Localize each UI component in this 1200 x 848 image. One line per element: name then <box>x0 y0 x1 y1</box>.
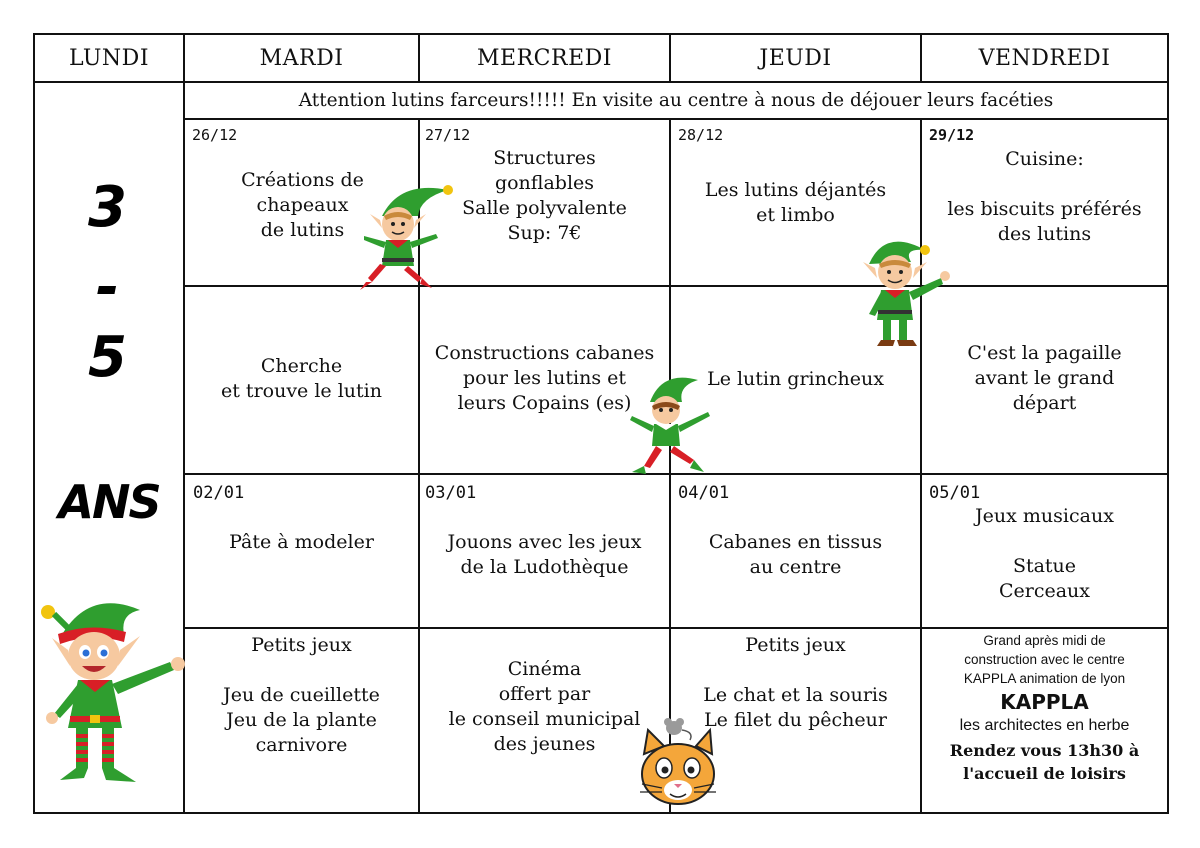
activity-petits-jeux-jeudi: Petits jeux Le chat et la souris Le filet du pêcheur <box>703 634 888 731</box>
header-mardi: MARDI <box>259 45 344 71</box>
activity-structures: Structures gonflables Salle polyvalente Sup: 7€ <box>462 147 627 244</box>
date-02-01: 02/01 <box>193 483 245 503</box>
elf-running-icon <box>628 372 716 478</box>
activity-cuisine: Cuisine: les biscuits préférés des lutins <box>947 148 1142 245</box>
activity-cinema: Cinéma offert par le conseil municipal des jeunes <box>448 658 641 755</box>
header-mercredi: MERCREDI <box>477 45 612 71</box>
date-29-12: 29/12 <box>929 126 975 144</box>
elf-waving-icon <box>855 230 955 350</box>
date-05-01: 05/01 <box>929 483 981 503</box>
cat-mouse-icon <box>634 718 720 812</box>
kappla-brand: KAPPLA <box>1000 690 1089 714</box>
activity-grincheux: Le lutin grincheux <box>707 368 884 390</box>
header-vendredi: VENDREDI <box>978 45 1111 71</box>
date-27-12: 27/12 <box>425 126 471 144</box>
activity-kappla: Grand après midi de construction avec le centre KAPPLA animation de lyon KAPPLA les architectes en herbe Rendez vous 13h30 à l'accueil de loisirs <box>922 631 1167 785</box>
activity-lutins-dejantes: Les lutins déjantés et limbo <box>704 179 887 226</box>
header-lundi: LUNDI <box>68 45 150 71</box>
banner-text: Attention lutins farceurs!!!!! En visite au centre à nous de déjouer leurs facéties <box>298 90 1054 111</box>
age-to: 5 <box>88 325 127 390</box>
elf-large-icon <box>40 592 185 792</box>
activity-pate: Pâte à modeler <box>229 531 374 553</box>
age-unit: ANS <box>58 475 160 529</box>
date-03-01: 03/01 <box>425 483 477 503</box>
date-04-01: 04/01 <box>678 483 730 503</box>
age-from: 3 <box>88 175 127 240</box>
activity-cherche: Cherche et trouve le lutin <box>221 355 382 402</box>
activity-jeux-musicaux: Jeux musicaux Statue Cerceaux <box>975 505 1114 602</box>
age-dash: - <box>95 255 120 320</box>
activity-pagaille: C'est la pagaille avant le grand départ <box>967 342 1122 414</box>
activity-chapeaux: Créations de chapeaux de lutins <box>241 169 364 241</box>
activity-cabanes: Constructions cabanes pour les lutins et leurs Copains (es) <box>434 342 655 414</box>
date-28-12: 28/12 <box>678 126 724 144</box>
date-26-12: 26/12 <box>192 126 238 144</box>
activity-ludotheque: Jouons avec les jeux de la Ludothèque <box>447 531 642 578</box>
header-jeudi: JEUDI <box>759 45 832 71</box>
activity-petits-jeux-mardi: Petits jeux Jeu de cueillette Jeu de la plante carnivore <box>223 634 380 756</box>
activity-cabanes-tissus: Cabanes en tissus au centre <box>708 531 883 578</box>
elf-jumping-icon <box>360 178 450 296</box>
